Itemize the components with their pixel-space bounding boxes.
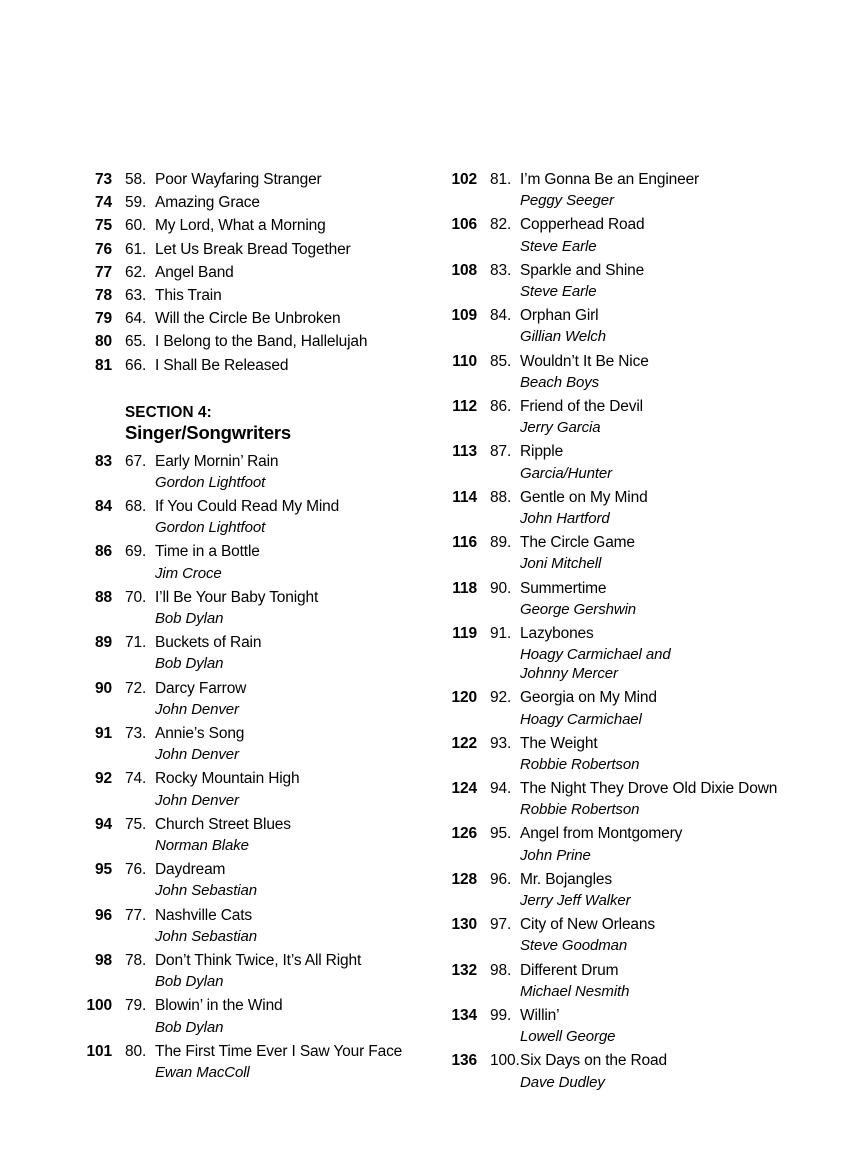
entry-author	[520, 237, 803, 256]
entry-body	[520, 1049, 803, 1091]
entry-title: Let Us Break Bread Together	[155, 240, 351, 258]
entry-author-line: Beach Boys	[520, 373, 600, 391]
toc-entry[interactable]	[78, 540, 433, 585]
entry-item-number: 75.	[125, 815, 147, 833]
entry-author-line: Gordon Lightfoot	[155, 519, 266, 537]
entry-body	[520, 304, 803, 346]
entry-author	[155, 654, 433, 673]
entry-author	[520, 936, 803, 955]
toc-entry[interactable]	[443, 350, 803, 395]
entry-body	[520, 822, 803, 864]
entry-author-line: Garcia/Hunter	[520, 464, 613, 482]
entry-body	[520, 577, 803, 619]
entry-title: Summertime	[520, 579, 607, 597]
entry-item-number: 71.	[125, 634, 147, 652]
entry-page-number: 76	[94, 240, 112, 258]
entry-page-number: 84	[94, 498, 112, 516]
entry-page-number: 128	[451, 870, 477, 888]
entry-body	[520, 622, 803, 683]
entry-author-line: Dave Dudley	[520, 1073, 605, 1091]
entry-page-number: 118	[452, 579, 477, 597]
entry-title: Rocky Mountain High	[155, 770, 300, 788]
entry-body	[155, 540, 433, 582]
entry-page-number: 134	[451, 1007, 477, 1025]
entry-author	[520, 645, 803, 683]
entry-item-number: 83.	[490, 261, 512, 279]
entry-page-number: 96	[94, 906, 112, 924]
entry-author	[155, 473, 433, 492]
entry-author	[155, 881, 433, 900]
entry-title: The Weight	[520, 734, 598, 752]
entry-author-line: Gillian Welch	[520, 328, 606, 346]
entry-author-line: John Hartford	[520, 509, 610, 527]
toc-entry[interactable]	[443, 168, 803, 213]
toc-entry[interactable]	[443, 959, 803, 1004]
entry-author-line: John Prine	[520, 846, 591, 864]
entry-author-line: Hoagy Carmichael	[520, 710, 642, 728]
entry-author	[520, 800, 803, 819]
entry-author	[520, 464, 803, 483]
toc-entry[interactable]	[443, 304, 803, 349]
entry-body	[520, 959, 803, 1001]
entry-title: Blowin’ in the Wind	[155, 997, 283, 1015]
entry-page-number: 75	[94, 217, 112, 235]
toc-entry[interactable]	[443, 440, 803, 485]
entry-author	[520, 1073, 803, 1092]
toc-entry[interactable]	[78, 214, 433, 237]
entry-author-line: Jerry Garcia	[520, 419, 601, 437]
entry-body	[155, 284, 433, 307]
entry-author	[155, 564, 433, 583]
entry-page-number: 106	[451, 216, 477, 234]
entry-item-number: 84.	[490, 307, 512, 325]
entry-item-number: 65.	[125, 333, 147, 351]
entry-author	[520, 710, 803, 729]
entry-item-number: 90.	[490, 579, 512, 597]
toc-entry[interactable]	[443, 395, 803, 440]
entry-body	[155, 330, 433, 353]
entry-author-line: George Gershwin	[520, 600, 637, 618]
entry-body	[520, 686, 803, 728]
entry-body	[520, 350, 803, 392]
entry-item-number: 73.	[125, 725, 147, 743]
entry-title: Amazing Grace	[155, 194, 260, 212]
entry-page-number: 114	[452, 488, 477, 506]
entry-author-line: Bob Dylan	[155, 973, 224, 991]
toc-entry[interactable]	[78, 722, 433, 767]
entry-page-number: 132	[451, 961, 477, 979]
entry-item-number: 77.	[125, 906, 147, 924]
entry-item-number: 86.	[490, 397, 512, 415]
entry-item-number: 96.	[490, 870, 512, 888]
entry-author	[520, 982, 803, 1001]
entry-author-line: Robbie Robertson	[520, 801, 640, 819]
entry-body	[155, 450, 433, 492]
toc-entry[interactable]	[78, 191, 433, 214]
entry-author	[520, 418, 803, 437]
entry-title: Ripple	[520, 443, 564, 461]
entry-author	[520, 191, 803, 210]
entry-title: I’ll Be Your Baby Tonight	[155, 588, 319, 606]
entry-author-line: Steve Goodman	[520, 937, 628, 955]
entry-title: Angel Band	[155, 263, 234, 281]
entry-page-number: 83	[94, 452, 112, 470]
entry-item-number: 88.	[490, 488, 512, 506]
entry-title: The First Time Ever I Saw Your Face	[155, 1042, 403, 1060]
entry-page-number: 94	[94, 815, 112, 833]
entry-item-number: 61.	[125, 240, 147, 258]
entry-author-line: Bob Dylan	[155, 1018, 224, 1036]
entry-page-number: 78	[94, 286, 112, 304]
toc-entry[interactable]	[443, 1049, 803, 1094]
entry-item-number: 95.	[490, 825, 512, 843]
toc-entry[interactable]	[78, 677, 433, 722]
section-title: Singer/Songwriters	[125, 421, 292, 443]
entry-title: Angel from Montgomery	[520, 825, 683, 843]
entry-title: Daydream	[155, 861, 226, 879]
entry-item-number: 100.	[490, 1052, 520, 1070]
entry-author-line: Gordon Lightfoot	[155, 473, 266, 491]
entry-body	[155, 261, 433, 284]
entry-title: The Night They Drove Old Dixie Down	[520, 780, 778, 798]
entry-item-number: 64.	[125, 310, 147, 328]
entry-author-line: Jerry Jeff Walker	[520, 892, 631, 910]
entry-page-number: 101	[86, 1042, 112, 1060]
entry-title: Annie’s Song	[155, 725, 245, 743]
entry-body	[155, 904, 433, 946]
entry-body	[155, 495, 433, 537]
entry-item-number: 78.	[125, 951, 147, 969]
entry-author-line: Robbie Robertson	[520, 755, 640, 773]
entry-author-line: Norman Blake	[155, 837, 249, 855]
entry-page-number: 122	[451, 734, 477, 752]
entry-author-line: Michael Nesmith	[520, 982, 630, 1000]
entry-author	[155, 836, 433, 855]
toc-entry[interactable]	[78, 307, 433, 330]
entry-item-number: 97.	[490, 916, 512, 934]
entry-author	[155, 1063, 433, 1082]
entry-item-number: 94.	[490, 780, 512, 798]
entry-body	[155, 677, 433, 719]
entry-author	[155, 791, 433, 810]
entry-body	[155, 191, 433, 214]
entry-page-number: 98	[94, 951, 112, 969]
entry-body	[520, 486, 803, 528]
entry-page-number: 95	[94, 861, 112, 879]
toc-entry[interactable]	[443, 777, 803, 822]
entry-item-number: 92.	[490, 689, 512, 707]
entry-page-number: 100	[86, 997, 112, 1015]
entry-title: If You Could Read My Mind	[155, 498, 340, 516]
entry-item-number: 93.	[490, 734, 512, 752]
entry-item-number: 66.	[125, 356, 147, 374]
entry-item-number: 70.	[125, 588, 147, 606]
toc-entry[interactable]	[78, 330, 433, 353]
entry-author	[520, 373, 803, 392]
entry-item-number: 58.	[125, 171, 147, 188]
entry-page-number: 112	[452, 397, 477, 415]
entry-body	[520, 913, 803, 955]
entry-title: This Train	[155, 286, 222, 304]
entry-title: Poor Wayfaring Stranger	[155, 171, 322, 188]
entry-page-number: 88	[94, 588, 112, 606]
entry-item-number: 91.	[490, 624, 512, 642]
entry-title: Early Mornin’ Rain	[155, 452, 279, 470]
entry-body	[155, 354, 433, 377]
toc-entry[interactable]	[443, 1004, 803, 1049]
entry-title: Nashville Cats	[155, 906, 252, 924]
entry-body	[155, 631, 433, 673]
entry-item-number: 82.	[490, 216, 512, 234]
entry-title: I Shall Be Released	[155, 356, 289, 374]
entry-author	[155, 745, 433, 764]
entry-author	[520, 282, 803, 301]
section-kicker: SECTION 4:	[125, 403, 212, 421]
entry-body	[520, 259, 803, 301]
toc-columns	[0, 168, 864, 1095]
entry-body	[520, 531, 803, 573]
entry-author-line: Steve Earle	[520, 282, 597, 300]
entry-title: Gentle on My Mind	[520, 488, 648, 506]
entry-title: Will the Circle Be Unbroken	[155, 310, 341, 328]
entry-author	[155, 1018, 433, 1037]
entry-author	[155, 700, 433, 719]
toc-entry[interactable]	[443, 213, 803, 258]
entry-title: I Belong to the Band, Hallelujah	[155, 333, 368, 351]
entry-body	[155, 994, 433, 1036]
entry-title: Mr. Bojangles	[520, 870, 612, 888]
entry-title: Sparkle and Shine	[520, 261, 645, 279]
entry-author-line: Bob Dylan	[155, 655, 224, 673]
entry-author	[155, 518, 433, 537]
toc-entry[interactable]	[78, 813, 433, 858]
entry-item-number: 74.	[125, 770, 147, 788]
toc-entry[interactable]	[443, 577, 803, 622]
entry-page-number: 109	[451, 307, 477, 325]
entry-title: Friend of the Devil	[520, 397, 643, 415]
entry-author-line: Ewan MacColl	[155, 1063, 250, 1081]
toc-entry[interactable]	[443, 732, 803, 777]
entry-title: Different Drum	[520, 961, 619, 979]
entry-author	[520, 509, 803, 528]
entry-page-number: 102	[451, 171, 477, 188]
right-column	[443, 168, 803, 1095]
entry-author	[520, 1027, 803, 1046]
entry-item-number: 98.	[490, 961, 512, 979]
toc-entry[interactable]	[78, 284, 433, 307]
entry-author-line: Jim Croce	[155, 564, 222, 582]
entry-body	[155, 813, 433, 855]
entry-author-line: Lowell George	[520, 1028, 616, 1046]
entry-body	[520, 395, 803, 437]
entry-item-number: 85.	[490, 352, 512, 370]
entry-item-number: 60.	[125, 217, 147, 235]
toc-entry[interactable]	[78, 767, 433, 812]
entry-page-number: 92	[94, 770, 112, 788]
entry-item-number: 67.	[125, 452, 147, 470]
entry-item-number: 99.	[490, 1007, 512, 1025]
toc-entry[interactable]	[443, 486, 803, 531]
entry-title: Church Street Blues	[155, 815, 291, 833]
entry-title: Don’t Think Twice, It’s All Right	[155, 951, 362, 969]
entry-author-line: Steve Earle	[520, 237, 597, 255]
entry-title: Six Days on the Road	[520, 1052, 667, 1070]
entry-author	[155, 609, 433, 628]
entry-author	[520, 327, 803, 346]
toc-entry[interactable]	[443, 913, 803, 958]
entry-author-line: Johnny Mercer	[520, 665, 618, 683]
entry-page-number: 108	[451, 261, 477, 279]
entry-author-line: John Sebastian	[155, 927, 258, 945]
entry-title: Orphan Girl	[520, 307, 599, 325]
entry-title: Copperhead Road	[520, 216, 645, 234]
toc-entry[interactable]	[78, 586, 433, 631]
entry-item-number: 87.	[490, 443, 512, 461]
toc-entry[interactable]	[78, 904, 433, 949]
entry-author	[520, 891, 803, 910]
entry-page-number: 130	[451, 916, 477, 934]
entry-page-number: 124	[451, 780, 477, 798]
entry-item-number: 69.	[125, 543, 147, 561]
toc-entry[interactable]	[443, 531, 803, 576]
entry-page-number: 136	[451, 1052, 477, 1070]
entry-page-number: 110	[452, 352, 477, 370]
toc-entry[interactable]	[78, 858, 433, 903]
toc-entry[interactable]	[78, 949, 433, 994]
entry-title: City of New Orleans	[520, 916, 655, 934]
entry-page-number: 81	[94, 356, 112, 374]
entry-author-line: John Denver	[155, 791, 239, 809]
entry-author-line: John Denver	[155, 700, 239, 718]
entry-author-line: Hoagy Carmichael and	[520, 646, 671, 664]
entry-title: I’m Gonna Be an Engineer	[520, 171, 700, 188]
toc-entry[interactable]	[443, 822, 803, 867]
entry-item-number: 80.	[125, 1042, 147, 1060]
entry-title: Lazybones	[520, 624, 594, 642]
entry-item-number: 62.	[125, 263, 147, 281]
entry-body	[520, 168, 803, 210]
entry-page-number: 77	[94, 263, 112, 281]
toc-entry[interactable]	[78, 994, 433, 1039]
entry-title: Georgia on My Mind	[520, 689, 657, 707]
entry-title: Buckets of Rain	[155, 634, 262, 652]
section-heading	[125, 377, 433, 450]
entry-body	[155, 168, 433, 191]
toc-entry[interactable]	[78, 168, 433, 191]
entry-item-number: 79.	[125, 997, 147, 1015]
entry-author-line: Joni Mitchell	[520, 555, 602, 573]
entry-title: The Circle Game	[520, 534, 635, 552]
entry-item-number: 59.	[125, 194, 147, 212]
toc-entry[interactable]	[78, 238, 433, 261]
entry-page-number: 80	[94, 333, 112, 351]
entry-author-line: John Sebastian	[155, 882, 258, 900]
entry-page-number: 90	[94, 679, 112, 697]
entry-body	[520, 213, 803, 255]
entry-author-line: John Denver	[155, 746, 239, 764]
entry-body	[520, 1004, 803, 1046]
entry-author	[520, 554, 803, 573]
entry-body	[155, 858, 433, 900]
entry-page-number: 86	[94, 543, 112, 561]
entry-page-number: 91	[94, 725, 112, 743]
entry-body	[520, 440, 803, 482]
left-column	[78, 168, 433, 1085]
entry-item-number: 81.	[490, 171, 512, 188]
entry-item-number: 72.	[125, 679, 147, 697]
entry-title: Time in a Bottle	[155, 543, 260, 561]
entry-page-number: 73	[94, 171, 112, 188]
entry-body	[520, 868, 803, 910]
entry-page-number: 113	[452, 443, 477, 461]
entry-body	[155, 214, 433, 237]
toc-entry[interactable]	[443, 622, 803, 686]
entry-body	[155, 586, 433, 628]
entry-author	[155, 927, 433, 946]
entry-title: My Lord, What a Morning	[155, 217, 326, 235]
toc-entry[interactable]	[443, 686, 803, 731]
entry-author	[520, 600, 803, 619]
entry-page-number: 89	[94, 634, 112, 652]
entry-page-number: 116	[452, 534, 477, 552]
entry-title: Wouldn’t It Be Nice	[520, 352, 649, 370]
entry-body	[155, 238, 433, 261]
entry-author	[520, 846, 803, 865]
toc-entry[interactable]	[78, 631, 433, 676]
entry-body	[155, 767, 433, 809]
entry-title: Darcy Farrow	[155, 679, 247, 697]
entry-item-number: 63.	[125, 286, 147, 304]
toc-entry[interactable]	[78, 1040, 433, 1085]
entry-author-line: Peggy Seeger	[520, 192, 614, 210]
entry-page-number: 74	[94, 194, 112, 212]
entry-body	[155, 1040, 433, 1082]
toc-entry[interactable]	[443, 259, 803, 304]
entry-body	[155, 722, 433, 764]
toc-entry[interactable]	[443, 868, 803, 913]
entry-page-number: 79	[94, 310, 112, 328]
entry-item-number: 76.	[125, 861, 147, 879]
entry-author	[155, 972, 433, 991]
toc-entry[interactable]	[78, 450, 433, 495]
entry-page-number: 120	[451, 689, 477, 707]
toc-entry[interactable]	[78, 261, 433, 284]
entry-title: Willin’	[520, 1007, 560, 1025]
entry-body	[520, 777, 803, 819]
entry-body	[520, 732, 803, 774]
entry-author-line: Bob Dylan	[155, 610, 224, 628]
entry-body	[155, 949, 433, 991]
toc-entry[interactable]	[78, 495, 433, 540]
entry-page-number: 126	[451, 825, 477, 843]
entry-author	[520, 755, 803, 774]
entry-item-number: 68.	[125, 498, 147, 516]
entry-page-number: 119	[452, 624, 477, 642]
entry-body	[155, 307, 433, 330]
entry-item-number: 89.	[490, 534, 512, 552]
toc-entry[interactable]	[78, 354, 433, 377]
